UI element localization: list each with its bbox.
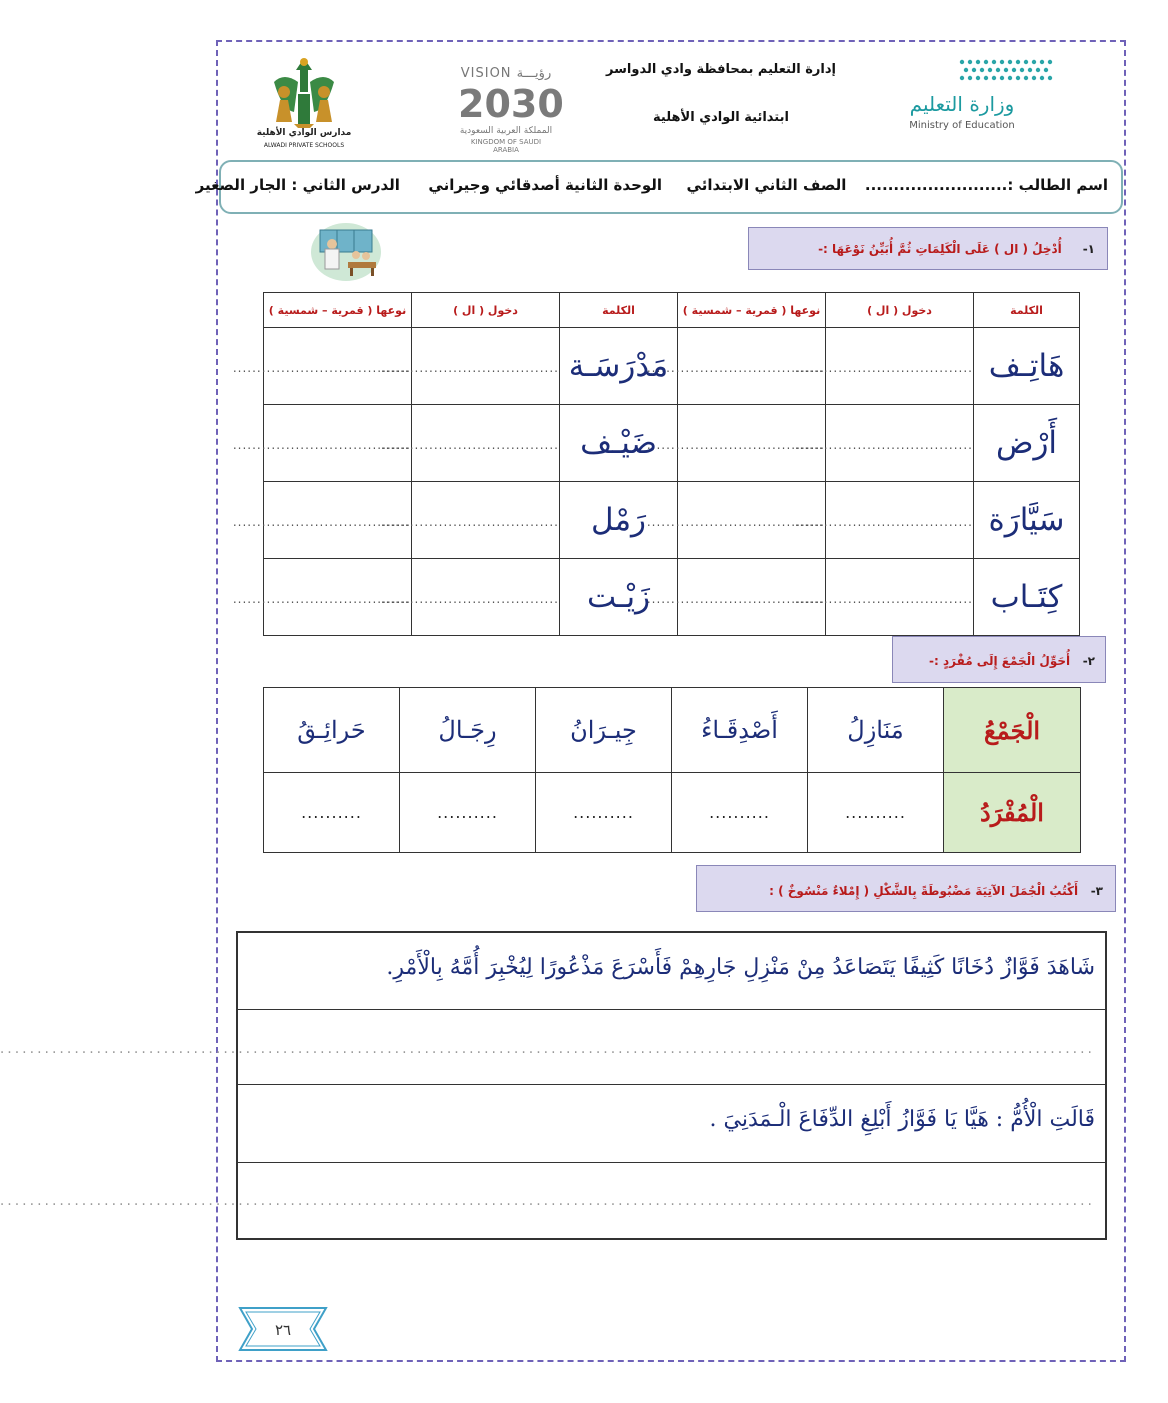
blank-line: ..................................... xyxy=(646,591,825,606)
answer-cell[interactable] xyxy=(794,482,974,559)
word-cell: مَدْرَسَـة xyxy=(560,328,678,405)
section1-instruction: أُدْخِلُ ( ال ) عَلَى الْكَلِمَاتِ ثُمَّ أُبَيِّنُ نَوْعَهَا :- xyxy=(818,242,1062,256)
classroom-illustration-icon xyxy=(310,222,382,282)
unit-label: الوحدة الثانية أصدقائي وجيراني xyxy=(428,176,663,194)
page-number: ٢٦ xyxy=(274,1321,292,1339)
student-name-field[interactable]: اسم الطالب :......................... xyxy=(864,176,1108,194)
lesson-label: الدرس الثاني : الجار الصغير xyxy=(195,176,400,194)
al-table xyxy=(232,292,1080,636)
blank-line: ..................................... xyxy=(646,514,825,529)
answer-cell[interactable] xyxy=(646,405,826,482)
answer-cell[interactable] xyxy=(232,559,412,636)
table-row xyxy=(264,482,1080,559)
singular-label: الْمُفْرَدُ xyxy=(944,773,1081,853)
word-cell: هَاتِـف xyxy=(974,328,1080,405)
answer-cell[interactable] xyxy=(380,328,560,405)
answer-cell[interactable] xyxy=(232,482,412,559)
plural-singular-table xyxy=(263,687,1081,853)
singular-answer[interactable]: .......... xyxy=(264,773,400,853)
plural-word: جِيـرَانُ xyxy=(536,688,672,773)
blank-line: ..................................... xyxy=(646,437,825,452)
word-cell: ضَيْـف xyxy=(560,405,678,482)
blank-line: ..................................... xyxy=(380,591,559,606)
writing-line-2[interactable]: ................................................................................................................................................... xyxy=(0,1193,1095,1209)
header-word-b: الكلمة xyxy=(560,293,678,328)
divider xyxy=(238,1162,1105,1163)
blank-line: ..................................... xyxy=(380,514,559,529)
vision-year: 2030 xyxy=(458,82,564,126)
blank-line: ..................................... xyxy=(232,514,411,529)
blank-line: ..................................... xyxy=(380,360,559,375)
section2-number: ٢- xyxy=(1082,654,1095,668)
section3-instruction: أَكْتُبُ الْجُمَلَ الآتِيَةَ مَضْبُوطَةً بِالشَّكْلِ ( إِمْلاءٌ مَنْسُوخٌ ) : xyxy=(769,884,1079,898)
school-name: ابتدائية الوادي الأهلية xyxy=(653,110,789,125)
answer-cell[interactable] xyxy=(794,328,974,405)
ministry-name-en: Ministry of Education xyxy=(909,120,1015,131)
table-row xyxy=(264,328,1080,405)
table-header-row xyxy=(264,293,1080,328)
answer-cell[interactable] xyxy=(794,559,974,636)
sentence-2: قَالَتِ الْأُمُّ : هَيَّا يَا فَوَّازُ أَبْلِغِ الدِّفَاعَ الْـمَدَنِيَ . xyxy=(709,1107,1095,1132)
word-cell: رَمْل xyxy=(560,482,678,559)
word-cell: كِتَـاب xyxy=(974,559,1080,636)
answer-cell[interactable] xyxy=(794,405,974,482)
singular-row xyxy=(264,773,1081,853)
header-al-b: دخول ( ال ) xyxy=(412,293,560,328)
answer-cell[interactable] xyxy=(232,328,412,405)
singular-answer[interactable]: .......... xyxy=(400,773,536,853)
answer-cell[interactable] xyxy=(380,405,560,482)
plural-word: أَصْدِقَـاءُ xyxy=(672,688,808,773)
divider xyxy=(238,1084,1105,1085)
table-row xyxy=(264,559,1080,636)
answer-cell[interactable] xyxy=(646,482,826,559)
table-row xyxy=(264,405,1080,482)
header-type-b: نوعها ( قمرية – شمسية ) xyxy=(264,293,412,328)
answer-cell[interactable] xyxy=(232,405,412,482)
singular-answer[interactable]: .......... xyxy=(672,773,808,853)
word-cell: سَيَّارَة xyxy=(974,482,1080,559)
grade-label: الصف الثاني الابتدائي xyxy=(686,176,847,194)
section2-instruction: أُحَوِّلُ الْجَمْعَ إِلَى مُفْرَدٍ :- xyxy=(928,654,1071,668)
blank-line: ..................................... xyxy=(232,591,411,606)
administration-line: إدارة التعليم بمحافظة وادي الدواسر xyxy=(606,62,836,77)
ministry-name-ar: وزارة التعليم xyxy=(909,92,1015,116)
blank-line: ..................................... xyxy=(380,437,559,452)
vision-label: VISION رؤيـــة xyxy=(460,66,552,81)
header-type-a: نوعها ( قمرية – شمسية ) xyxy=(678,293,826,328)
school-logo-name-en: ALWADI PRIVATE SCHOOLS xyxy=(263,142,345,149)
section1-number: ١- xyxy=(1082,242,1095,256)
plural-row xyxy=(264,688,1081,773)
blank-line: ..................................... xyxy=(232,360,411,375)
ministry-logo-icon xyxy=(956,58,1056,82)
section1-header xyxy=(748,227,1108,270)
answer-cell[interactable] xyxy=(380,559,560,636)
answer-cell[interactable] xyxy=(380,482,560,559)
answer-cell[interactable] xyxy=(646,559,826,636)
sentence-1: شَاهَدَ فَوَّازٌ دُخَانًا كَثِيفًا يَتَصَاعَدُ مِنْ مَنْزِلِ جَارِهِمْ فَأَسْرَعَ مَذْعُورًا لِيُخْبِرَ أُمَّهُ بِالْأَمْرِ. xyxy=(386,955,1095,980)
word-cell: زَيْـت xyxy=(560,559,678,636)
answer-cell[interactable] xyxy=(646,328,826,405)
singular-answer[interactable]: .......... xyxy=(808,773,944,853)
header-word-a: الكلمة xyxy=(974,293,1080,328)
blank-line: ..................................... xyxy=(794,360,973,375)
vision-kingdom-en: KINGDOM OF SAUDI ARABIA xyxy=(470,138,542,154)
section2-header xyxy=(892,636,1106,683)
vision-kingdom-ar: المملكة العربية السعودية xyxy=(459,126,553,136)
plural-word: حَرائِـقُ xyxy=(264,688,400,773)
writing-line-1[interactable]: ................................................................................................................................................... xyxy=(0,1041,1095,1057)
dictation-box xyxy=(0,931,1107,1240)
section3-number: ٣- xyxy=(1090,884,1103,898)
blank-line: ..................................... xyxy=(794,437,973,452)
divider xyxy=(238,1009,1105,1010)
plural-label: الْجَمْعُ xyxy=(944,688,1081,773)
singular-answer[interactable]: .......... xyxy=(536,773,672,853)
plural-word: مَنَازِلُ xyxy=(808,688,944,773)
header-al-a: دخول ( ال ) xyxy=(826,293,974,328)
school-logo-name-ar: مدارس الوادي الأهلية xyxy=(256,128,352,138)
blank-line: ..................................... xyxy=(794,591,973,606)
plural-word: رِجَـالُ xyxy=(400,688,536,773)
blank-line: ..................................... xyxy=(232,437,411,452)
section3-header xyxy=(696,865,1116,912)
blank-line: ..................................... xyxy=(794,514,973,529)
info-text xyxy=(195,176,1108,194)
blank-line: ..................................... xyxy=(646,360,825,375)
word-cell: أَرْض xyxy=(974,405,1080,482)
